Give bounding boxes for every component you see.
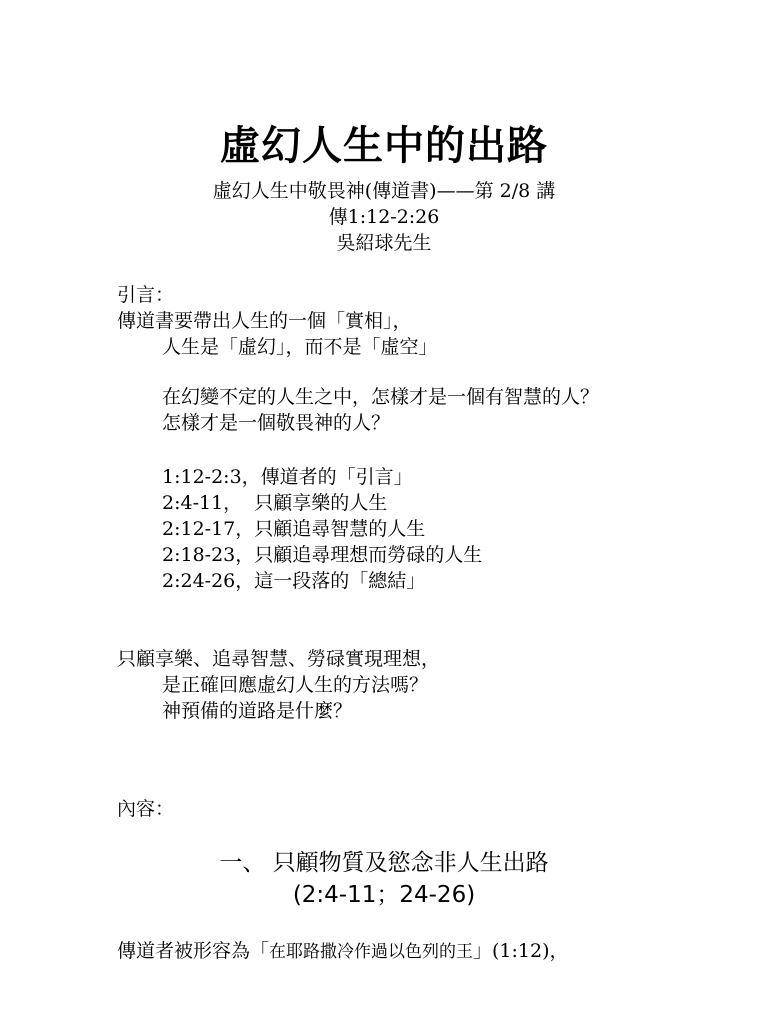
reflection-line-2: 是正確回應虛幻人生的方法嗎？	[162, 674, 429, 696]
series-line: 虛幻人生中敬畏神(傳道書)——第 2/8 講	[212, 180, 556, 202]
outline-item: 2:4-11， 只顧享樂的人生	[162, 492, 388, 514]
reflection-line-3: 神預備的道路是什麼？	[162, 700, 353, 722]
intro-question-2: 怎樣才是一個敬畏神的人？	[162, 412, 391, 434]
outline-item: 2:12-17，只顧追尋智慧的人生	[162, 518, 426, 540]
page-title: 虛幻人生中的出路	[220, 123, 548, 169]
body-paragraph	[117, 938, 569, 965]
body-prefix: 傳道者被形容為「	[117, 940, 270, 962]
outline-item: 2:24-26，這一段落的「總結」	[162, 570, 426, 592]
body-suffix: 」(1:12)，	[473, 940, 569, 962]
intro-label: 引言：	[117, 284, 175, 306]
content-label: 內容：	[117, 798, 175, 820]
section-reference: (2:4-11；24-26)	[292, 882, 476, 908]
body-quote: 在耶路撒冷作過以色列的王	[269, 942, 474, 962]
intro-line-2: 人生是「虛幻」，而不是「虛空」	[162, 336, 438, 358]
intro-question-1: 在幻變不定的人生之中，怎樣才是一個有智慧的人？	[162, 386, 600, 408]
section-heading: 一、 只顧物質及慾念非人生出路	[219, 850, 549, 876]
outline-item: 1:12-2:3，傳道者的「引言」	[162, 466, 413, 488]
reflection-line-1: 只顧享樂、追尋智慧、勞碌實現理想，	[117, 648, 441, 670]
outline-item: 2:18-23，只顧追尋理想而勞碌的人生	[162, 544, 483, 566]
intro-line-1: 傳道書要帶出人生的一個「實相」，	[117, 310, 412, 332]
speaker-name: 吳紹球先生	[336, 232, 432, 254]
scripture-reference: 傳1:12-2:26	[328, 206, 440, 228]
